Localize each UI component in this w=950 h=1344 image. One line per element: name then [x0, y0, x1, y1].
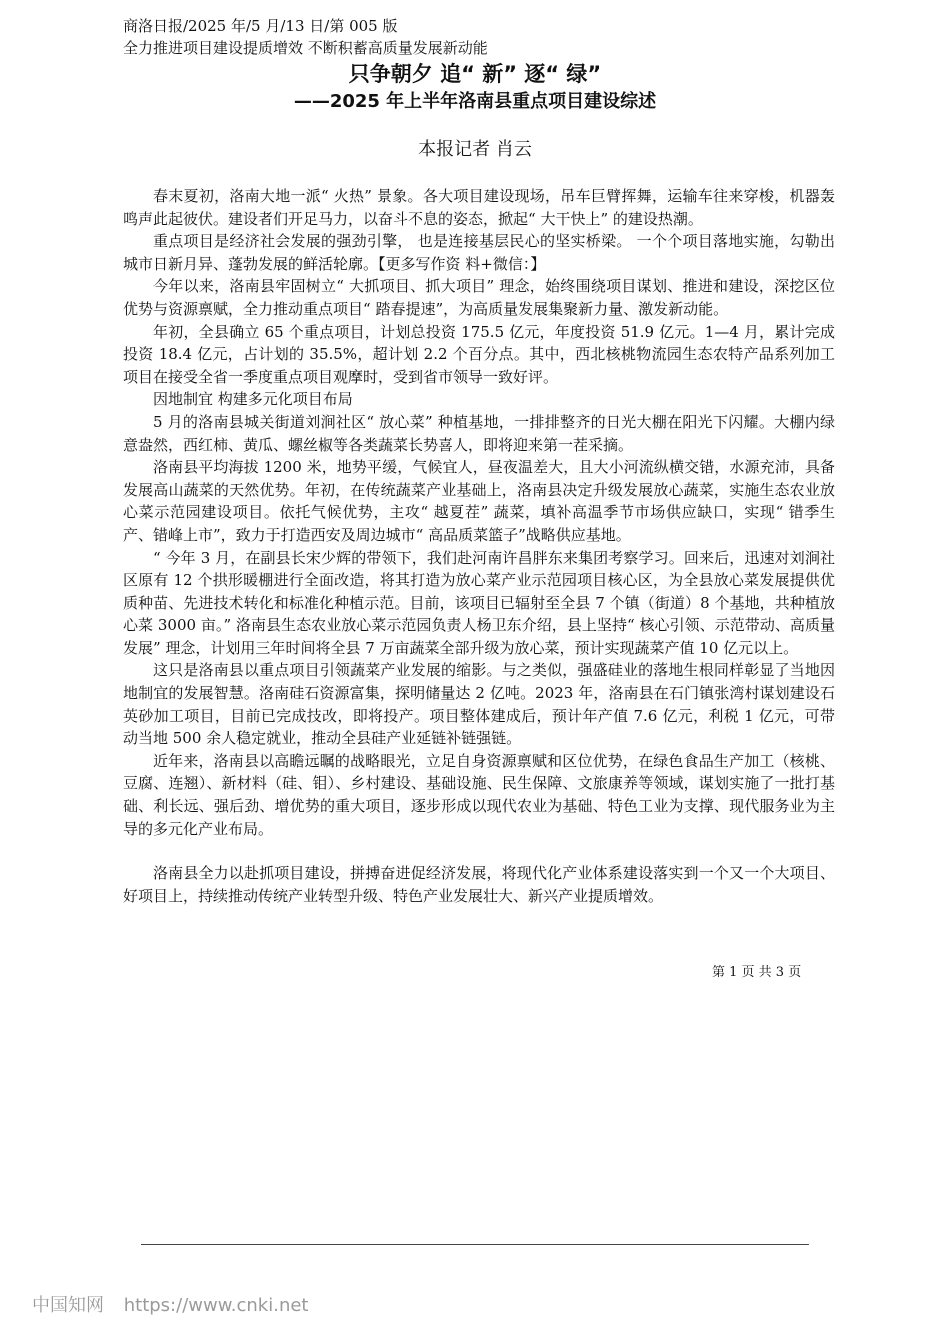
- article-title: 只争朝夕 追“ 新” 逐“ 绿”: [348, 62, 602, 86]
- paragraph: 洛南县平均海拔 1200 米，地势平缓，气候宜人，昼夜温差大，且大小河流纵横交错，水源充沛，具备发展高山蔬菜的天然优势。年初，在传统蔬菜产业基础上，洛南县决定升级发展放心蔬菜，实施生态农业放心菜示范园建设项目。依托气候优势，主攻“ 越夏茬” 蔬菜，填补高温季节市场供应缺口，实现“ 错季生产、错峰上市”，致力于打造西安及周边城市“ 高品质菜篮子”战略供应基地。: [123, 458, 835, 544]
- paragraph: 春末夏初，洛南大地一派“ 火热” 景象。各大项目建设现场，吊车巨臂挥舞，运输车往来穿梭，机器轰鸣声此起彼伏。建设者们开足马力，以奋斗不息的姿态，掀起“ 大干快上” 的建设热潮。: [123, 187, 835, 228]
- footer-brand: 中国知网: [32, 1295, 104, 1316]
- overtitle: 全力推进项目建设提质增效 不断积蓄高质量发展新动能: [123, 39, 488, 57]
- byline: 本报记者 肖云: [418, 139, 532, 160]
- section-heading: 因地制宜 构建多元化项目布局: [153, 390, 353, 409]
- paragraph: 重点项目是经济社会发展的强劲引擎， 也是连接基层民心的坚实桥梁。 一个个项目落地实施，勾勒出城市日新月异、蓬勃发展的鲜活轮廓。【更多写作资 料+微信：】: [123, 232, 835, 273]
- paragraph: 今年以来，洛南县牢固树立“ 大抓项目、抓大项目” 理念，始终围绕项目谋划、推进和建设，深挖区位优势与资源禀赋，全力推动重点项目“ 踏春提速”，为高质量发展集聚新力量、激发新动能。: [123, 277, 835, 318]
- paragraph: 年初，全县确立 65 个重点项目，计划总投资 175.5 亿元，年度投资 51.9 亿元。1—4 月，累计完成投资 18.4 亿元，占计划的 35.5%，超计划 2.2 个百分点。其中，西北核桃物流园生态农特产品系列加工项目在接受全省一季度重点项目观摩时，受到省市领导一致好评。: [123, 322, 835, 386]
- paragraph: 洛南县全力以赴抓项目建设，拼搏奋进促经济发展，将现代化产业体系建设落实到一个又一个大项目、好项目上，持续推动传统产业转型升级、特色产业发展壮大、新兴产业提质增效。: [123, 864, 835, 905]
- publication-source: 商洛日报/2025 年/5 月/13 日/第 005 版: [123, 17, 398, 35]
- article-body: [123, 185, 835, 907]
- footer-divider: [141, 1244, 809, 1245]
- page-number: 第 1 页 共 3 页: [712, 965, 802, 980]
- footer-watermark: [32, 1294, 308, 1318]
- paragraph: “ 今年 3 月，在副县长宋少辉的带领下，我们赴河南许昌胖东来集团考察学习。回来后，迅速对刘涧社区原有 12 个拱形暖棚进行全面改造，将其打造为放心菜产业示范园项目核心区，为全县放心菜发展提供优质种苗、先进技术转化和标准化种植示范。目前，该项目已辐射至全县 7 个镇（街道）8 个基地，共种植放心菜 3000 亩。” 洛南县生态农业放心菜示范园负责人杨卫东介绍，县上坚持“ 核心引领、示范带动、高质量发展” 理念，计划用三年时间将全县 7 万亩蔬菜全部升级为放心菜，预计实现蔬菜产值 10 亿元以上。: [123, 548, 835, 657]
- paragraph: 近年来，洛南县以高瞻远瞩的战略眼光，立足自身资源禀赋和区位优势，在绿色食品生产加工（核桃、豆腐、连翘）、新材料（硅、钼）、乡村建设、基础设施、民生保障、文旅康养等领域，谋划实施了一批打基础、利长远、强后劲、增优势的重大项目，逐步形成以现代农业为基础、特色工业为支撑、现代服务业为主导的多元化产业布局。: [123, 751, 835, 838]
- footer-url[interactable]: https://www.cnki.net: [123, 1295, 309, 1316]
- article-subtitle: ——2025 年上半年洛南县重点项目建设综述: [293, 91, 657, 112]
- paragraph: 5 月的洛南县城关街道刘涧社区“ 放心菜” 种植基地，一排排整齐的日光大棚在阳光下闪耀。大棚内绿意盎然，西红柿、黄瓜、螺丝椒等各类蔬菜长势喜人，即将迎来第一茬采摘。: [123, 412, 835, 454]
- paragraph: 这只是洛南县以重点项目引领蔬菜产业发展的缩影。与之类似，强盛硅业的落地生根同样彰显了当地因地制宜的发展智慧。洛南硅石资源富集，探明储量达 2 亿吨。2023 年，洛南县在石门镇张湾村谋划建设石英砂加工项目，目前已完成技改，即将投产。项目整体建成后，预计年产值 7.6 亿元，利税 1 亿元，可带动当地 500 余人稳定就业，推动全县硅产业延链补链强链。: [123, 661, 835, 748]
